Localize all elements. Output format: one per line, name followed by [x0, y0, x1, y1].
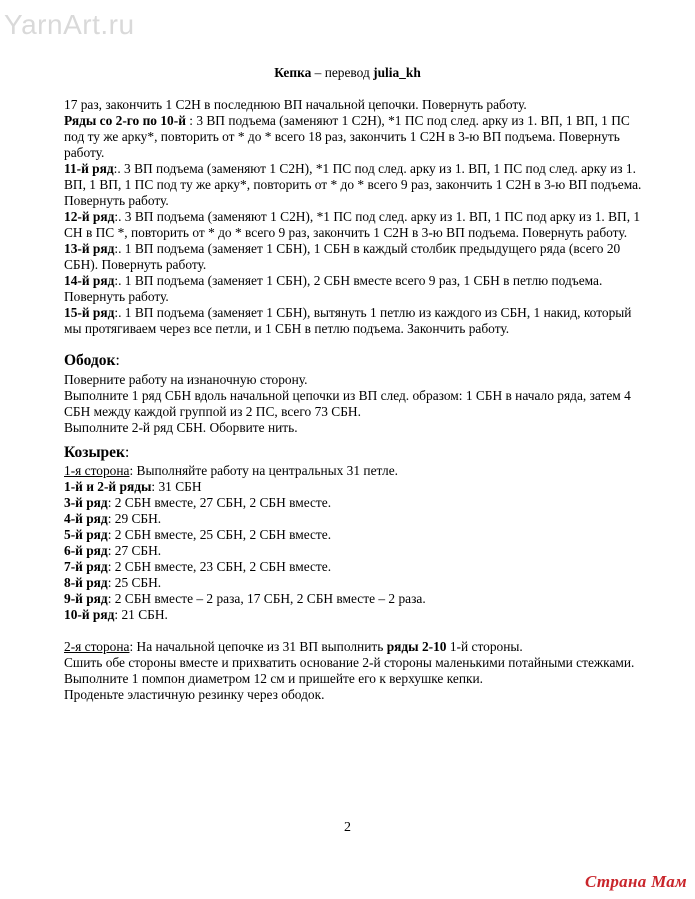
- visor-row: [64, 495, 644, 511]
- visor-row: [64, 511, 644, 527]
- band-line: Поверните работу на изнаночную сторону.: [64, 372, 308, 387]
- band-heading-text: Ободок: [64, 352, 116, 369]
- visor-row-label: 9-й ряд: [64, 591, 108, 606]
- visor-row: [64, 559, 644, 575]
- crown-row: [64, 161, 644, 209]
- side2-bold: ряды 2-10: [386, 639, 447, 654]
- visor-row-text: : 27 СБН.: [107, 543, 162, 558]
- visor-row-text: : 31 СБН: [151, 479, 202, 494]
- visor-side2: [64, 639, 644, 655]
- band-line: Выполните 2-й ряд СБН. Оборвите нить.: [64, 420, 298, 435]
- crown-row-label: Ряды со 2-го по 10-й: [64, 113, 186, 128]
- visor-row-text: : 29 СБН.: [107, 511, 162, 526]
- crown-row-label: 12-й ряд: [64, 209, 115, 224]
- visor-row-label: 7-й ряд: [64, 559, 108, 574]
- visor-row-label: 1-й и 2-й ряды: [64, 479, 152, 494]
- visor-heading-text: Козырек: [64, 444, 125, 461]
- side1-label: 1-я сторона: [64, 463, 130, 478]
- visor-side1: [64, 463, 644, 479]
- crown-row-label: 14-й ряд: [64, 273, 115, 288]
- band-heading: Ободок:: [64, 352, 120, 369]
- band-line: Выполните 1 ряд СБН вдоль начальной цепочки из ВП след. образом: 1 СБН в начало ряда, затем 4 СБН между каждой группой из 2 ПС, всего 73 СБН.: [64, 388, 631, 419]
- visor-row: [64, 591, 644, 607]
- visor-row-label: 10-й ряд: [64, 607, 115, 622]
- crown-row: [64, 305, 644, 337]
- visor-row: [64, 575, 644, 591]
- visor-section: [64, 463, 644, 703]
- final-line: Проденьте эластичную резинку через ободок.: [64, 687, 325, 702]
- visor-heading: Козырек:: [64, 444, 130, 461]
- crown-row-label: 11-й ряд: [64, 161, 114, 176]
- crown-row: [64, 209, 644, 241]
- crown-row-text: :. 3 ВП подъема (заменяют 1 С2Н), *1 ПС под след. арку из 1. ВП, 1 ПС под след. арку из 1. ВП, 1 ВП, 1 ПС под ту же арку*, повторить от * до * всего 9 раз, закончить 1 С2Н в 3-ю ВП подъема. Повернуть работу.: [64, 161, 642, 208]
- watermark-yarnart: YarnArt.ru: [4, 9, 135, 40]
- crown-intro: 17 раз, закончить 1 С2Н в последнюю ВП начальной цепочки. Повернуть работу.: [64, 97, 527, 112]
- visor-row-text: : 2 СБН вместе, 27 СБН, 2 СБН вместе.: [107, 495, 332, 510]
- visor-row-text: : 2 СБН вместе – 2 раза, 17 СБН, 2 СБН вместе – 2 раза.: [107, 591, 426, 606]
- visor-row: [64, 479, 644, 495]
- side2-text-a: : На начальной цепочке из 31 ВП выполнить: [129, 639, 387, 654]
- crown-row: [64, 241, 644, 273]
- paragraph-gap: [64, 623, 644, 639]
- document-title: [0, 65, 695, 81]
- visor-row-label: 8-й ряд: [64, 575, 108, 590]
- crown-row-label: 13-й ряд: [64, 241, 115, 256]
- visor-row: [64, 607, 644, 623]
- visor-row: [64, 543, 644, 559]
- crown-row: [64, 273, 644, 305]
- visor-row-label: 4-й ряд: [64, 511, 108, 526]
- side2-label: 2-я сторона: [64, 639, 130, 654]
- watermark-strana-mam: Страна Мам: [584, 872, 687, 891]
- crown-row-text: :. 1 ВП подъема (заменяет 1 СБН), вытянуть 1 петлю из каждого из СБН, 1 накид, который мы протягиваем через все петли, и 1 СБН в петлю подъема. Закончить работу.: [64, 305, 632, 336]
- crown-row-text: :. 1 ВП подъема (заменяет 1 СБН), 1 СБН в каждый столбик предыдущего ряда (всего 20 СБН). Повернуть работу.: [64, 241, 621, 272]
- crown-row-label: 15-й ряд: [64, 305, 115, 320]
- visor-row-text: : 25 СБН.: [107, 575, 162, 590]
- visor-row-text: : 21 СБН.: [114, 607, 168, 622]
- title-middle: – перевод: [311, 65, 374, 80]
- crown-row-text: :. 3 ВП подъема (заменяют 1 С2Н), *1 ПС под след. арку из 1. ВП, 1 ПС под арку из 1. ВП, 1 СН в ПС *, повторить от * до * всего 9 раз, закончить 1 С2Н в 3-ю ВП подъема. Повернуть работу.: [64, 209, 641, 240]
- final-line: Выполните 1 помпон диаметром 12 см и пришейте его к верхушке кепки.: [64, 671, 484, 686]
- visor-row: [64, 527, 644, 543]
- side1-text: : Выполняйте работу на центральных 31 петле.: [129, 463, 399, 478]
- page-number: 2: [344, 820, 351, 835]
- visor-row-label: 6-й ряд: [64, 543, 108, 558]
- visor-row-text: : 2 СБН вместе, 25 СБН, 2 СБН вместе.: [107, 527, 332, 542]
- crown-row-text: :. 1 ВП подъема (заменяет 1 СБН), 2 СБН вместе всего 9 раз, 1 СБН в петлю подъема. Повернуть работу.: [64, 273, 603, 304]
- side2-text-b: 1-й стороны.: [446, 639, 523, 654]
- band-section: [64, 372, 644, 436]
- title-author: julia_kh: [373, 65, 421, 80]
- crown-section: [64, 97, 644, 337]
- crown-row: [64, 113, 644, 161]
- visor-row-label: 3-й ряд: [64, 495, 108, 510]
- title-main: Кепка: [274, 65, 312, 80]
- visor-row-label: 5-й ряд: [64, 527, 108, 542]
- visor-row-text: : 2 СБН вместе, 23 СБН, 2 СБН вместе.: [107, 559, 332, 574]
- final-line: Сшить обе стороны вместе и прихватить основание 2-й стороны маленькими потайными стежками.: [64, 655, 635, 670]
- crown-row-text: : 3 ВП подъема (заменяют 1 С2Н), *1 ПС под след. арку из 1. ВП, 1 ВП, 1 ПС под ту же арку*, повторить от * до * всего 18 раз, закончить 1 С2Н в 3-ю ВП подъема. Повернуть работу.: [64, 113, 630, 160]
